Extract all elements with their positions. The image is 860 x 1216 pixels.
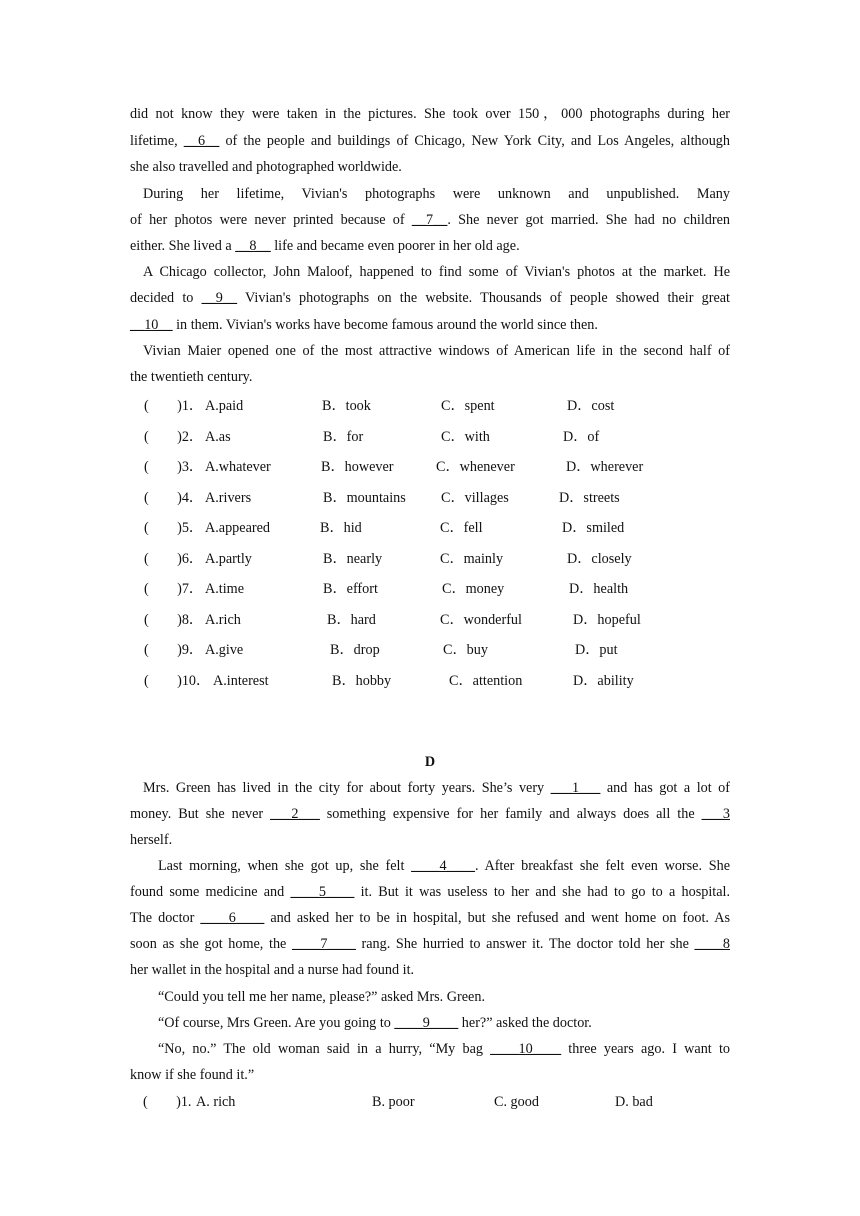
option-c[interactable]: C．attention bbox=[449, 673, 523, 689]
answer-blank[interactable]: __7__ bbox=[411, 212, 448, 228]
question-row bbox=[144, 671, 744, 691]
option-c[interactable]: C．villages bbox=[441, 490, 509, 506]
option-c[interactable]: C. good bbox=[494, 1094, 539, 1110]
option-d[interactable]: D．of bbox=[563, 429, 600, 445]
answer-blank[interactable]: ____4____ bbox=[411, 858, 475, 874]
option-c[interactable]: C．wonderful bbox=[440, 612, 522, 628]
option-d[interactable]: D．streets bbox=[559, 490, 620, 506]
question-number[interactable]: ( )2． bbox=[144, 429, 204, 445]
answer-blank[interactable]: ____7____ bbox=[292, 936, 356, 952]
answer-blank[interactable]: ____5____ bbox=[290, 884, 355, 900]
option-c[interactable]: C．whenever bbox=[436, 459, 515, 475]
option-b[interactable]: B．however bbox=[321, 459, 394, 475]
option-d[interactable]: D．wherever bbox=[566, 459, 644, 475]
option-d[interactable]: D．cost bbox=[567, 398, 615, 414]
passage-line: of her photos were never printed because of __7__. She never got married. She had no children bbox=[130, 212, 730, 228]
answer-blank[interactable]: ____9____ bbox=[394, 1015, 459, 1031]
question-number[interactable]: ( )1． bbox=[144, 398, 204, 414]
option-d[interactable]: D．hopeful bbox=[573, 612, 641, 628]
answer-blank[interactable]: ____10____ bbox=[490, 1041, 562, 1057]
option-a[interactable]: A.give bbox=[205, 642, 244, 658]
option-b[interactable]: B. poor bbox=[372, 1094, 415, 1110]
option-a[interactable]: A.rich bbox=[205, 612, 241, 628]
question-row bbox=[144, 457, 744, 477]
passage-line: her wallet in the hospital and a nurse had found it. bbox=[130, 962, 415, 978]
option-a[interactable]: A.paid bbox=[205, 398, 244, 414]
option-c[interactable]: C．fell bbox=[440, 520, 483, 536]
option-d[interactable]: D．ability bbox=[573, 673, 634, 689]
option-d[interactable]: D．health bbox=[569, 581, 629, 597]
question-row bbox=[144, 579, 744, 599]
option-b[interactable]: B．hard bbox=[327, 612, 376, 628]
answer-blank[interactable]: ____8 bbox=[694, 936, 731, 952]
answer-blank[interactable]: __9__ bbox=[201, 290, 238, 306]
passage-line: Last morning, when she got up, she felt ____4____. After breakfast she felt even worse. She bbox=[158, 858, 730, 874]
question-row bbox=[144, 488, 744, 508]
option-c[interactable]: C．money bbox=[442, 581, 505, 597]
question-number[interactable]: ( )8． bbox=[144, 612, 204, 628]
option-d[interactable]: D. bad bbox=[615, 1094, 653, 1110]
option-b[interactable]: B．effort bbox=[323, 581, 378, 597]
passage-line: “Could you tell me her name, please?” asked Mrs. Green. bbox=[158, 989, 485, 1005]
option-a[interactable]: A.appeared bbox=[205, 520, 270, 536]
option-d[interactable]: D．put bbox=[575, 642, 618, 658]
option-b[interactable]: B．for bbox=[323, 429, 364, 445]
option-c[interactable]: C．spent bbox=[441, 398, 495, 414]
question-row bbox=[144, 518, 744, 538]
passage-line: __10__ in them. Vivian's works have become famous around the world since then. bbox=[130, 317, 598, 333]
passage-line: know if she found it.” bbox=[130, 1067, 255, 1083]
passage-line: did not know they were taken in the pictures. She took over 150，000 photographs during her bbox=[130, 106, 730, 122]
passage-line: money. But she never ___2___ something expensive for her family and always does all the ___3 bbox=[130, 806, 730, 822]
question-row bbox=[144, 610, 744, 630]
passage-line: decided to __9__ Vivian's photographs on the website. Thousands of people showed their great bbox=[130, 290, 731, 306]
passage-line: During her lifetime, Vivian's photographs were unknown and unpublished. Many bbox=[143, 186, 730, 202]
question-number[interactable]: ( )3． bbox=[144, 459, 204, 475]
question-number[interactable]: ( )5． bbox=[144, 520, 204, 536]
option-c[interactable]: C．with bbox=[441, 429, 490, 445]
answer-blank[interactable]: ____6____ bbox=[200, 910, 265, 926]
option-a[interactable]: A.time bbox=[205, 581, 245, 597]
option-a[interactable]: A.whatever bbox=[205, 459, 271, 475]
passage-line: The doctor ____6____ and asked her to be in hospital, but she refused and went home on foot. As bbox=[130, 910, 730, 926]
option-b[interactable]: B．drop bbox=[330, 642, 380, 658]
passage-line: found some medicine and ____5____ it. But it was useless to her and she had to go to a hospital. bbox=[130, 884, 730, 900]
option-a[interactable]: A. rich bbox=[196, 1094, 236, 1110]
answer-blank[interactable]: ___1___ bbox=[550, 780, 601, 796]
question-row bbox=[144, 396, 744, 416]
option-b[interactable]: B．hobby bbox=[332, 673, 392, 689]
passage-line: soon as she got home, the ____7____ rang. She hurried to answer it. The doctor told her she ____8 bbox=[130, 936, 731, 952]
option-b[interactable]: B．hid bbox=[320, 520, 362, 536]
option-b[interactable]: B．nearly bbox=[323, 551, 383, 567]
section-heading: D bbox=[424, 754, 436, 770]
question-row bbox=[144, 549, 744, 569]
option-c[interactable]: C．buy bbox=[443, 642, 488, 658]
question-number[interactable]: ( )7． bbox=[144, 581, 204, 597]
option-a[interactable]: A.rivers bbox=[205, 490, 252, 506]
passage-line: either. She lived a __8__ life and became even poorer in her old age. bbox=[130, 238, 520, 254]
passage-line: Mrs. Green has lived in the city for about forty years. She’s very ___1___ and has got a lot of bbox=[143, 780, 730, 796]
option-d[interactable]: D．closely bbox=[567, 551, 632, 567]
option-b[interactable]: B．took bbox=[322, 398, 371, 414]
answer-blank[interactable]: __8__ bbox=[235, 238, 271, 254]
question-number[interactable]: ( )6． bbox=[144, 551, 204, 567]
passage-line: lifetime, __6__ of the people and buildings of Chicago, New York City, and Los Angeles, although bbox=[130, 133, 730, 149]
passage-line: “No, no.” The old woman said in a hurry, “My bag ____10____ three years ago. I want to bbox=[158, 1041, 730, 1057]
option-d[interactable]: D．smiled bbox=[562, 520, 625, 536]
passage-line: she also travelled and photographed worldwide. bbox=[130, 159, 402, 175]
option-a[interactable]: A.partly bbox=[205, 551, 252, 567]
question-number[interactable]: ( )4． bbox=[144, 490, 204, 506]
answer-blank[interactable]: __10__ bbox=[130, 317, 173, 333]
option-b[interactable]: B．mountains bbox=[323, 490, 406, 506]
question-number[interactable]: ( )9． bbox=[144, 642, 204, 658]
question-row bbox=[144, 427, 744, 447]
answer-blank[interactable]: ___2___ bbox=[270, 806, 320, 822]
passage-line: Vivian Maier opened one of the most attractive windows of American life in the second half of bbox=[143, 343, 730, 359]
question-number[interactable]: ( )10． bbox=[144, 673, 211, 689]
option-a[interactable]: A.as bbox=[205, 429, 231, 445]
passage-line: herself. bbox=[130, 832, 173, 848]
option-c[interactable]: C．mainly bbox=[440, 551, 504, 567]
question-row bbox=[143, 1092, 743, 1112]
question-number[interactable]: ( )1. bbox=[143, 1094, 192, 1110]
passage-line: “Of course, Mrs Green. Are you going to ____9____ her?” asked the doctor. bbox=[158, 1015, 592, 1031]
question-row bbox=[144, 640, 744, 660]
answer-blank[interactable]: __6__ bbox=[183, 133, 220, 149]
passage-line: the twentieth century. bbox=[130, 369, 253, 385]
passage-line: A Chicago collector, John Maloof, happened to find some of Vivian's photos at the market. He bbox=[143, 264, 730, 280]
option-a[interactable]: A.interest bbox=[213, 673, 269, 689]
answer-blank[interactable]: ___3 bbox=[701, 806, 730, 822]
